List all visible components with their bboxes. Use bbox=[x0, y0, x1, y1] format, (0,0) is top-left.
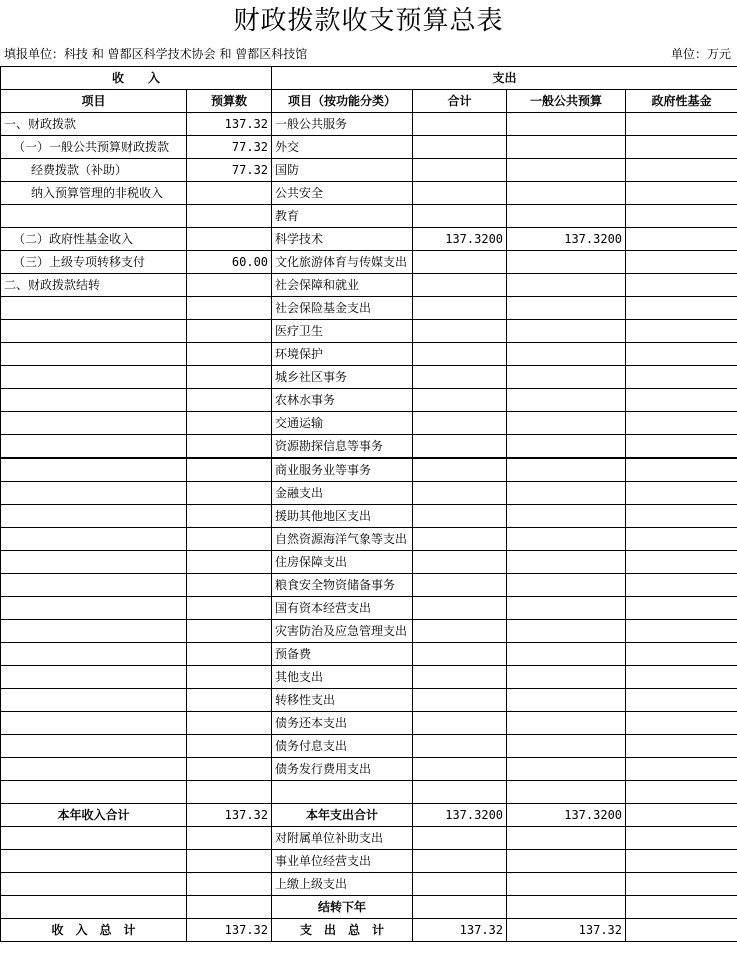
expense-item-general bbox=[507, 735, 626, 758]
expense-item-general bbox=[507, 620, 626, 643]
expense-item-total bbox=[413, 366, 507, 389]
expense-item-total bbox=[413, 528, 507, 551]
expense-item-label: 事业单位经营支出 bbox=[272, 850, 413, 873]
expense-item-total bbox=[413, 597, 507, 620]
expense-item-fund bbox=[626, 320, 737, 343]
carry-forward-row bbox=[1, 896, 737, 919]
expense-item-label: 债务付息支出 bbox=[272, 735, 413, 758]
expense-item-fund bbox=[626, 205, 737, 228]
expense-item-fund bbox=[626, 343, 737, 366]
income-item-label bbox=[1, 666, 187, 689]
expense-item-label: 对附属单位补助支出 bbox=[272, 827, 413, 850]
income-item-value bbox=[187, 205, 272, 228]
year-expense-total: 137.3200 bbox=[413, 804, 507, 827]
income-item-value bbox=[187, 182, 272, 205]
grand-expense-label: 支 出 总 计 bbox=[272, 919, 413, 942]
expense-item-total bbox=[413, 827, 507, 850]
expense-item-total bbox=[413, 297, 507, 320]
expense-item-general bbox=[507, 873, 626, 896]
expense-item-general bbox=[507, 666, 626, 689]
income-item-value bbox=[187, 873, 272, 896]
income-item-value bbox=[187, 574, 272, 597]
income-item-label bbox=[1, 827, 187, 850]
budget-table bbox=[0, 66, 737, 942]
expense-item-total bbox=[413, 873, 507, 896]
income-item-value bbox=[187, 551, 272, 574]
expense-item-total bbox=[413, 136, 507, 159]
expense-item-fund bbox=[626, 574, 737, 597]
group-header-row bbox=[1, 67, 737, 90]
group-income-header: 收 入 bbox=[1, 67, 272, 90]
table-row bbox=[1, 251, 737, 274]
expense-item-label bbox=[272, 781, 413, 804]
income-item-label bbox=[1, 435, 187, 459]
expense-item-general bbox=[507, 435, 626, 459]
expense-item-fund bbox=[626, 850, 737, 873]
table-row bbox=[1, 643, 737, 666]
expense-item-fund bbox=[626, 136, 737, 159]
expense-item-general bbox=[507, 528, 626, 551]
grand-total-row bbox=[1, 919, 737, 942]
expense-item-fund bbox=[626, 735, 737, 758]
expense-item-total bbox=[413, 781, 507, 804]
table-row bbox=[1, 666, 737, 689]
expense-item-label: 公共安全 bbox=[272, 182, 413, 205]
expense-item-total bbox=[413, 251, 507, 274]
income-item-label bbox=[1, 758, 187, 781]
table-row bbox=[1, 712, 737, 735]
grand-expense-total: 137.32 bbox=[413, 919, 507, 942]
expense-item-label: 一般公共服务 bbox=[272, 113, 413, 136]
expense-item-total bbox=[413, 551, 507, 574]
income-item-value bbox=[187, 781, 272, 804]
income-item-value bbox=[187, 320, 272, 343]
income-item-label bbox=[1, 205, 187, 228]
year-income-value: 137.32 bbox=[187, 804, 272, 827]
expense-item-general bbox=[507, 597, 626, 620]
expense-item-general bbox=[507, 896, 626, 919]
expense-item-general bbox=[507, 574, 626, 597]
expense-item-label: 环境保护 bbox=[272, 343, 413, 366]
income-item-label bbox=[1, 482, 187, 505]
expense-item-total bbox=[413, 412, 507, 435]
table-row bbox=[1, 458, 737, 482]
expense-item-fund bbox=[626, 113, 737, 136]
expense-item-label: 住房保障支出 bbox=[272, 551, 413, 574]
table-row bbox=[1, 758, 737, 781]
expense-item-total bbox=[413, 113, 507, 136]
column-header-row bbox=[1, 90, 737, 113]
income-item-label bbox=[1, 343, 187, 366]
report-meta bbox=[0, 42, 737, 66]
income-item-value bbox=[187, 274, 272, 297]
year-expense-general: 137.3200 bbox=[507, 804, 626, 827]
table-row bbox=[1, 735, 737, 758]
income-item-value bbox=[187, 597, 272, 620]
income-item-value bbox=[187, 458, 272, 482]
income-item-label: 纳入预算管理的非税收入 bbox=[1, 182, 187, 205]
expense-item-total: 137.3200 bbox=[413, 228, 507, 251]
expense-item-label: 转移性支出 bbox=[272, 689, 413, 712]
income-item-label bbox=[1, 320, 187, 343]
expense-item-general bbox=[507, 850, 626, 873]
expense-item-total bbox=[413, 712, 507, 735]
table-row bbox=[1, 297, 737, 320]
col-header-gov-fund: 政府性基金 bbox=[626, 90, 737, 113]
expense-item-general bbox=[507, 182, 626, 205]
income-item-value bbox=[187, 366, 272, 389]
col-header-item: 项目 bbox=[1, 90, 187, 113]
expense-item-total bbox=[413, 482, 507, 505]
income-item-value: 60.00 bbox=[187, 251, 272, 274]
expense-item-label: 资源勘探信息等事务 bbox=[272, 435, 413, 459]
expense-item-label: 自然资源海洋气象等支出 bbox=[272, 528, 413, 551]
income-item-value bbox=[187, 896, 272, 919]
expense-item-label: 交通运输 bbox=[272, 412, 413, 435]
expense-item-general: 137.3200 bbox=[507, 228, 626, 251]
expense-item-total bbox=[413, 643, 507, 666]
expense-item-total bbox=[413, 343, 507, 366]
expense-item-general bbox=[507, 758, 626, 781]
expense-item-label: 农林水事务 bbox=[272, 389, 413, 412]
table-row bbox=[1, 873, 737, 896]
expense-item-general bbox=[507, 297, 626, 320]
expense-item-general bbox=[507, 412, 626, 435]
expense-item-label: 国防 bbox=[272, 159, 413, 182]
filler-unit: 填报单位：科技 和 曾都区科学技术协会 和 曾都区科技馆 bbox=[4, 47, 308, 61]
expense-item-total bbox=[413, 205, 507, 228]
income-item-label: （三）上级专项转移支付 bbox=[1, 251, 187, 274]
expense-item-total bbox=[413, 850, 507, 873]
year-expense-label: 本年支出合计 bbox=[272, 804, 413, 827]
table-row bbox=[1, 597, 737, 620]
expense-item-general bbox=[507, 343, 626, 366]
expense-item-total bbox=[413, 735, 507, 758]
table-row bbox=[1, 182, 737, 205]
expense-item-fund bbox=[626, 251, 737, 274]
expense-item-general bbox=[507, 389, 626, 412]
expense-item-label: 债务发行费用支出 bbox=[272, 758, 413, 781]
expense-item-fund bbox=[626, 758, 737, 781]
income-item-label bbox=[1, 412, 187, 435]
income-item-label bbox=[1, 389, 187, 412]
expense-item-fund bbox=[626, 528, 737, 551]
expense-item-general bbox=[507, 251, 626, 274]
expense-item-general bbox=[507, 827, 626, 850]
expense-item-fund bbox=[626, 827, 737, 850]
income-item-value bbox=[187, 528, 272, 551]
table-row bbox=[1, 827, 737, 850]
expense-item-general bbox=[507, 781, 626, 804]
income-item-value bbox=[187, 412, 272, 435]
expense-item-general bbox=[507, 482, 626, 505]
expense-item-general bbox=[507, 366, 626, 389]
expense-item-label: 粮食安全物资储备事务 bbox=[272, 574, 413, 597]
year-expense-fund bbox=[626, 804, 737, 827]
expense-item-total bbox=[413, 274, 507, 297]
group-expense-header: 支出 bbox=[272, 67, 737, 90]
col-header-total: 合计 bbox=[413, 90, 507, 113]
expense-item-fund bbox=[626, 620, 737, 643]
expense-item-label: 灾害防治及应急管理支出 bbox=[272, 620, 413, 643]
income-item-value bbox=[187, 689, 272, 712]
grand-expense-fund bbox=[626, 919, 737, 942]
income-item-label bbox=[1, 458, 187, 482]
table-row bbox=[1, 205, 737, 228]
expense-item-fund bbox=[626, 435, 737, 459]
income-item-label bbox=[1, 735, 187, 758]
expense-item-fund bbox=[626, 458, 737, 482]
income-item-value bbox=[187, 297, 272, 320]
expense-item-general bbox=[507, 505, 626, 528]
expense-item-total bbox=[413, 505, 507, 528]
income-item-label bbox=[1, 620, 187, 643]
expense-item-fund bbox=[626, 896, 737, 919]
table-row bbox=[1, 482, 737, 505]
income-item-label bbox=[1, 873, 187, 896]
expense-item-total bbox=[413, 435, 507, 459]
income-item-label: 经费拨款（补助） bbox=[1, 159, 187, 182]
expense-item-fund bbox=[626, 182, 737, 205]
col-header-budget: 预算数 bbox=[187, 90, 272, 113]
page-title: 财政拨款收支预算总表 bbox=[233, 6, 504, 36]
expense-item-total bbox=[413, 159, 507, 182]
income-item-label: 一、财政拨款 bbox=[1, 113, 187, 136]
income-item-label: （二）政府性基金收入 bbox=[1, 228, 187, 251]
expense-item-label: 外交 bbox=[272, 136, 413, 159]
table-row bbox=[1, 320, 737, 343]
income-item-label bbox=[1, 505, 187, 528]
expense-item-total bbox=[413, 758, 507, 781]
expense-item-label: 教育 bbox=[272, 205, 413, 228]
table-row bbox=[1, 274, 737, 297]
table-row bbox=[1, 343, 737, 366]
carry-forward-label: 结转下年 bbox=[272, 896, 413, 919]
expense-item-general bbox=[507, 274, 626, 297]
expense-item-fund bbox=[626, 712, 737, 735]
expense-item-fund bbox=[626, 228, 737, 251]
expense-item-general bbox=[507, 136, 626, 159]
expense-item-fund bbox=[626, 274, 737, 297]
expense-item-total bbox=[413, 458, 507, 482]
income-item-label bbox=[1, 297, 187, 320]
table-row bbox=[1, 412, 737, 435]
expense-item-total bbox=[413, 896, 507, 919]
currency-unit: 单位：万元 bbox=[670, 47, 731, 61]
expense-item-fund bbox=[626, 643, 737, 666]
expense-item-label: 援助其他地区支出 bbox=[272, 505, 413, 528]
expense-item-fund bbox=[626, 597, 737, 620]
income-item-label: （一）一般公共预算财政拨款 bbox=[1, 136, 187, 159]
expense-item-general bbox=[507, 113, 626, 136]
expense-item-total bbox=[413, 620, 507, 643]
table-row bbox=[1, 574, 737, 597]
expense-item-general bbox=[507, 320, 626, 343]
income-item-label bbox=[1, 597, 187, 620]
income-item-value bbox=[187, 712, 272, 735]
table-row bbox=[1, 781, 737, 804]
income-item-label bbox=[1, 689, 187, 712]
expense-item-total bbox=[413, 182, 507, 205]
table-row bbox=[1, 136, 737, 159]
expense-item-label: 社会保障和就业 bbox=[272, 274, 413, 297]
budget-table-body bbox=[1, 67, 737, 942]
income-item-label bbox=[1, 850, 187, 873]
expense-item-label: 社会保险基金支出 bbox=[272, 297, 413, 320]
expense-item-general bbox=[507, 458, 626, 482]
expense-item-fund bbox=[626, 159, 737, 182]
expense-item-general bbox=[507, 689, 626, 712]
table-row bbox=[1, 551, 737, 574]
table-row bbox=[1, 389, 737, 412]
income-item-label bbox=[1, 781, 187, 804]
expense-item-general bbox=[507, 159, 626, 182]
expense-item-general bbox=[507, 205, 626, 228]
expense-item-fund bbox=[626, 482, 737, 505]
expense-item-label: 文化旅游体育与传媒支出 bbox=[272, 251, 413, 274]
expense-item-label: 其他支出 bbox=[272, 666, 413, 689]
grand-income-label: 收 入 总 计 bbox=[1, 919, 187, 942]
income-item-label bbox=[1, 896, 187, 919]
expense-item-general bbox=[507, 551, 626, 574]
income-item-label: 二、财政拨款结转 bbox=[1, 274, 187, 297]
expense-item-fund bbox=[626, 412, 737, 435]
table-row bbox=[1, 850, 737, 873]
income-item-label bbox=[1, 643, 187, 666]
grand-income-value: 137.32 bbox=[187, 919, 272, 942]
income-item-value: 137.32 bbox=[187, 113, 272, 136]
income-item-value bbox=[187, 620, 272, 643]
income-item-value bbox=[187, 827, 272, 850]
expense-item-fund bbox=[626, 366, 737, 389]
expense-item-total bbox=[413, 689, 507, 712]
income-item-label bbox=[1, 528, 187, 551]
income-item-value bbox=[187, 735, 272, 758]
table-row bbox=[1, 505, 737, 528]
col-header-general: 一般公共预算 bbox=[507, 90, 626, 113]
table-row bbox=[1, 689, 737, 712]
expense-item-total bbox=[413, 320, 507, 343]
expense-item-label: 国有资本经营支出 bbox=[272, 597, 413, 620]
expense-item-total bbox=[413, 666, 507, 689]
income-item-value bbox=[187, 758, 272, 781]
table-row bbox=[1, 435, 737, 459]
table-row bbox=[1, 228, 737, 251]
expense-item-label: 医疗卫生 bbox=[272, 320, 413, 343]
income-item-value bbox=[187, 389, 272, 412]
expense-item-label: 债务还本支出 bbox=[272, 712, 413, 735]
income-item-value bbox=[187, 643, 272, 666]
expense-item-label: 预备费 bbox=[272, 643, 413, 666]
income-item-label bbox=[1, 574, 187, 597]
income-item-value bbox=[187, 850, 272, 873]
expense-item-total bbox=[413, 389, 507, 412]
income-item-value bbox=[187, 228, 272, 251]
table-row bbox=[1, 159, 737, 182]
income-item-value: 77.32 bbox=[187, 136, 272, 159]
expense-item-label: 科学技术 bbox=[272, 228, 413, 251]
income-item-label bbox=[1, 366, 187, 389]
income-item-value bbox=[187, 435, 272, 459]
expense-item-fund bbox=[626, 389, 737, 412]
table-row bbox=[1, 366, 737, 389]
expense-item-label: 商业服务业等事务 bbox=[272, 458, 413, 482]
expense-item-fund bbox=[626, 297, 737, 320]
expense-item-fund bbox=[626, 666, 737, 689]
year-income-label: 本年收入合计 bbox=[1, 804, 187, 827]
income-item-label bbox=[1, 551, 187, 574]
expense-item-label: 上缴上级支出 bbox=[272, 873, 413, 896]
table-row bbox=[1, 528, 737, 551]
year-total-row bbox=[1, 804, 737, 827]
expense-item-fund bbox=[626, 781, 737, 804]
expense-item-fund bbox=[626, 689, 737, 712]
grand-expense-general: 137.32 bbox=[507, 919, 626, 942]
table-row bbox=[1, 620, 737, 643]
income-item-value bbox=[187, 666, 272, 689]
income-item-value bbox=[187, 505, 272, 528]
expense-item-fund bbox=[626, 505, 737, 528]
expense-item-total bbox=[413, 574, 507, 597]
expense-item-label: 城乡社区事务 bbox=[272, 366, 413, 389]
expense-item-general bbox=[507, 712, 626, 735]
expense-item-label: 金融支出 bbox=[272, 482, 413, 505]
table-row bbox=[1, 113, 737, 136]
income-item-value bbox=[187, 343, 272, 366]
expense-item-general bbox=[507, 643, 626, 666]
expense-item-fund bbox=[626, 873, 737, 896]
expense-item-fund bbox=[626, 551, 737, 574]
income-item-value bbox=[187, 482, 272, 505]
income-item-value: 77.32 bbox=[187, 159, 272, 182]
income-item-label bbox=[1, 712, 187, 735]
col-header-func-item: 项目（按功能分类） bbox=[272, 90, 413, 113]
